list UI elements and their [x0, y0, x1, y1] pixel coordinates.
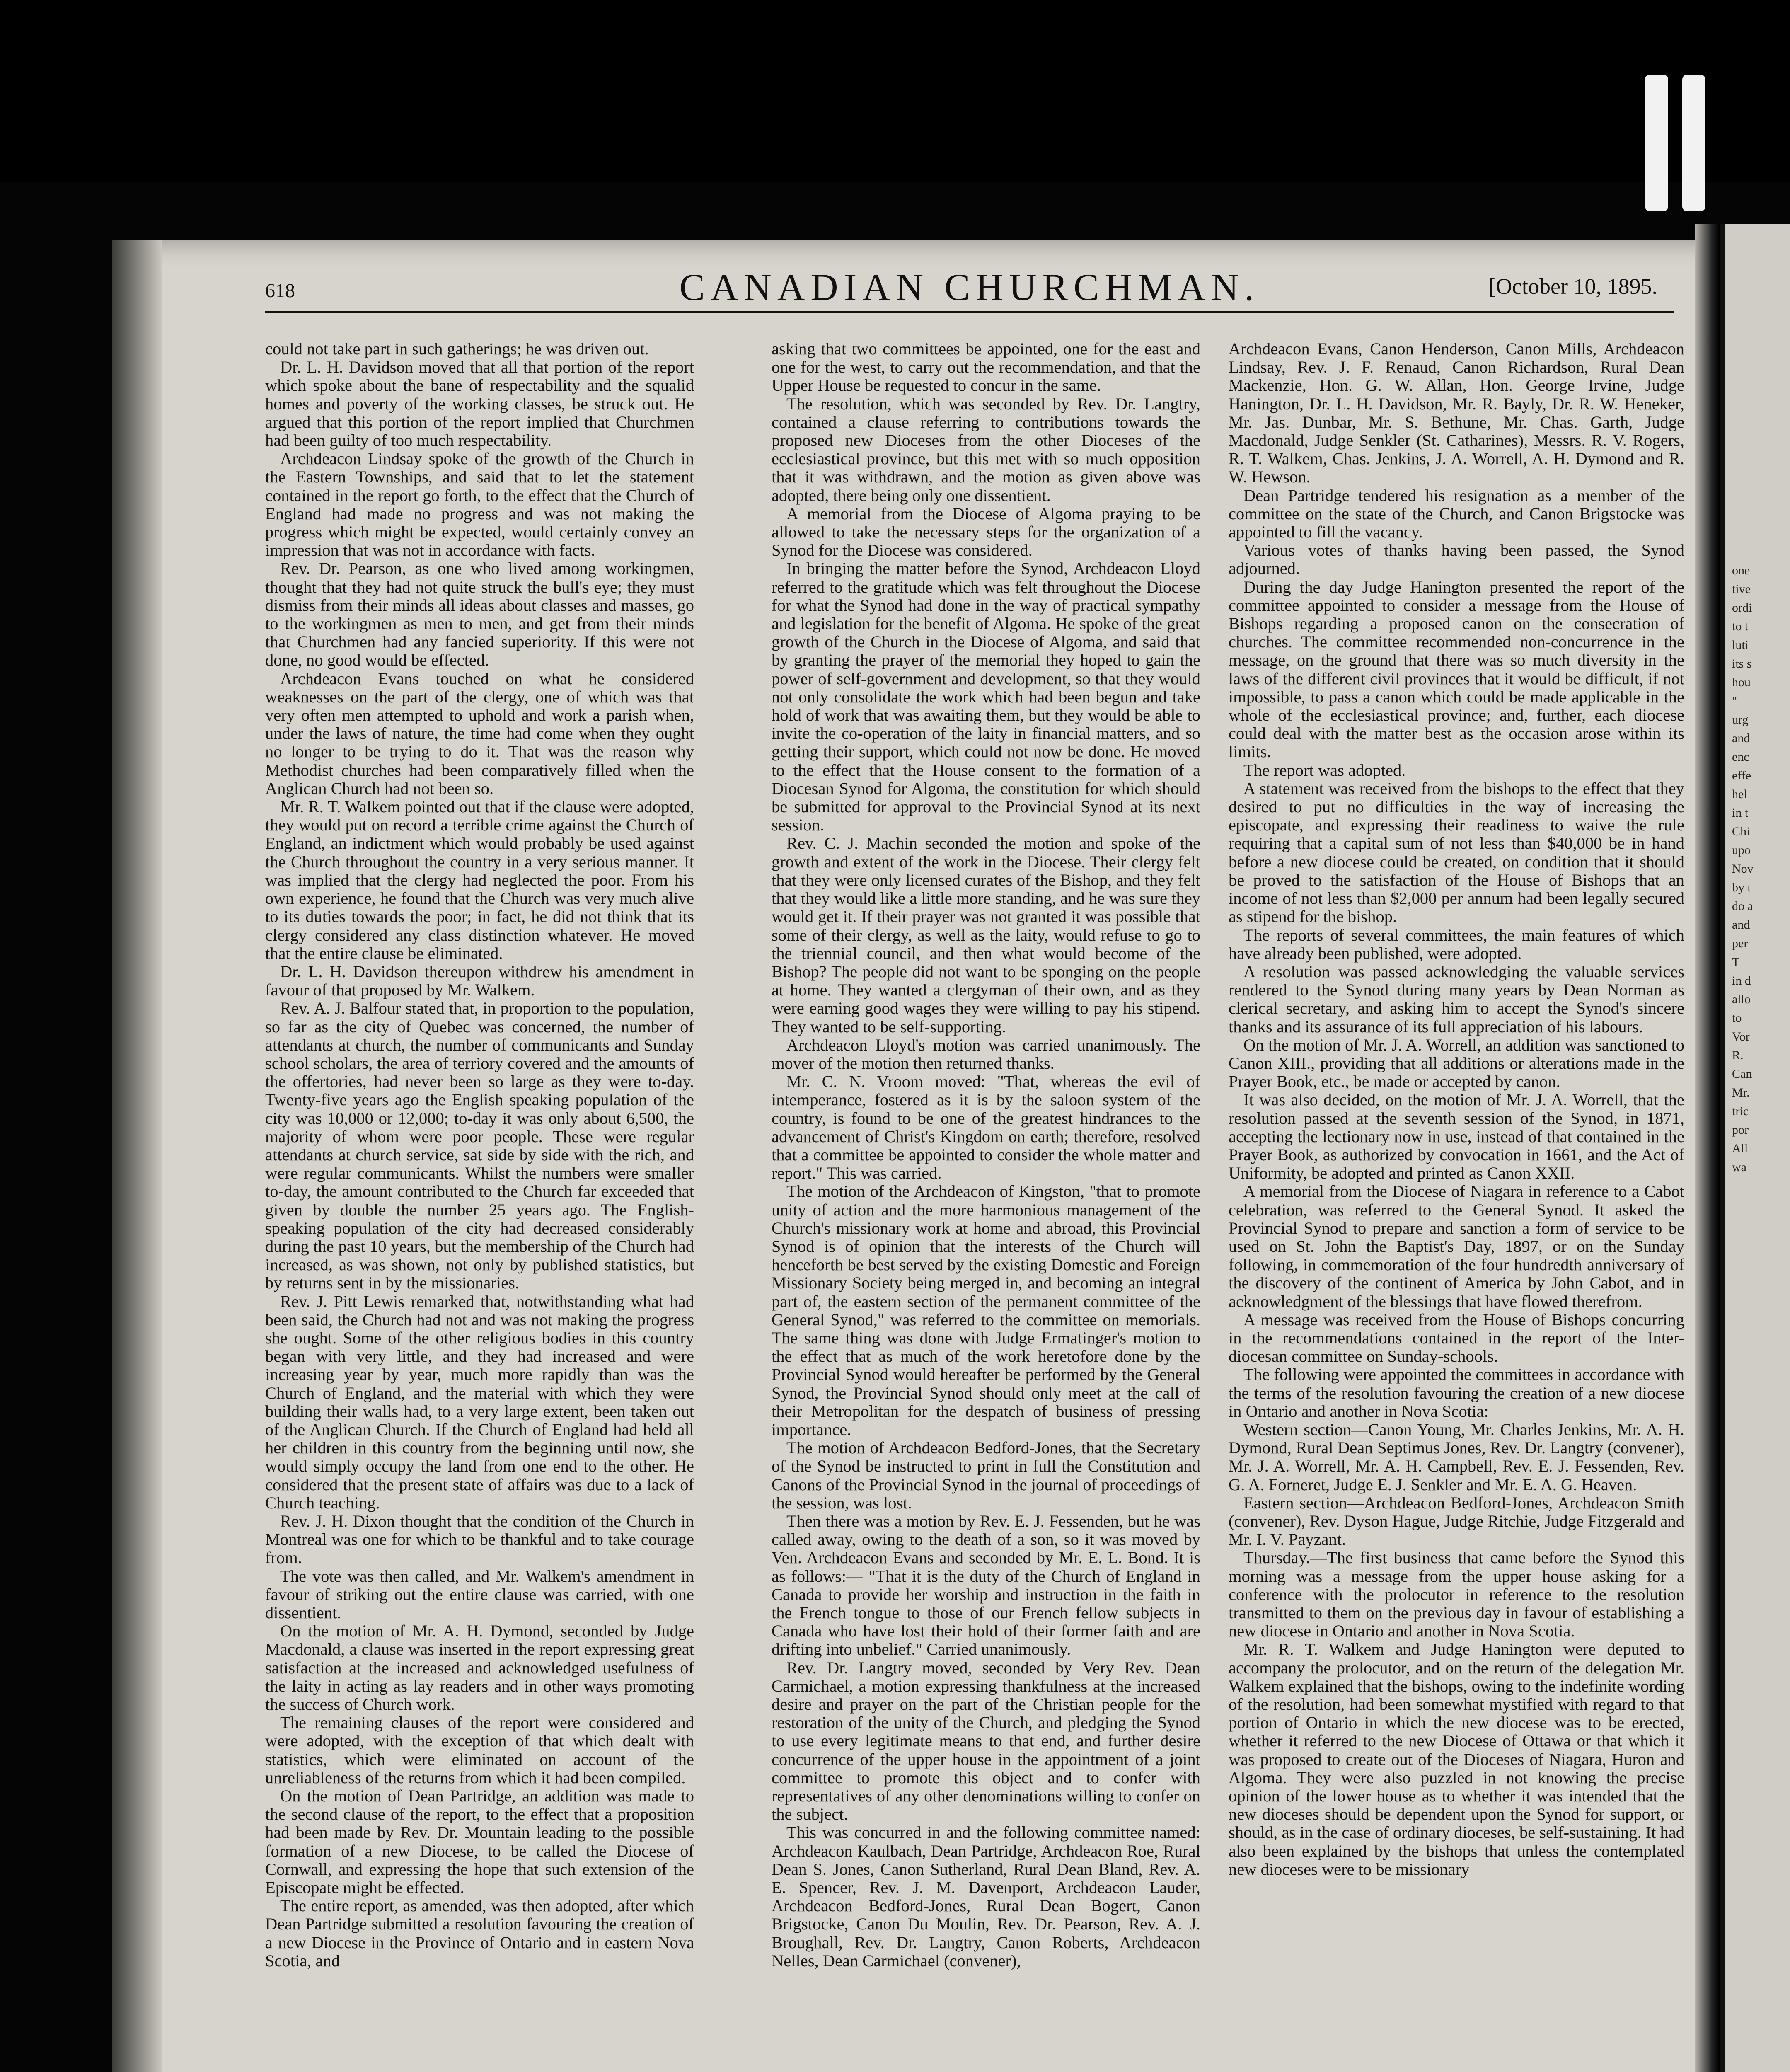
article-paragraph: Various votes of thanks having been passed, the Synod adjourned. [1229, 541, 1684, 578]
page-gutter [1695, 224, 1720, 2072]
edge-text-fragment: in t [1732, 806, 1749, 820]
article-paragraph: The vote was then called, and Mr. Walkem's amendment in favour of striking out the entire clause was carried, with one dissentient. [265, 1566, 694, 1622]
article-paragraph: Dr. L. H. Davidson thereupon withdrew his amendment in favour of that proposed by Mr. Walkem. [265, 962, 694, 1000]
edge-text-fragment: in d [1732, 974, 1751, 988]
article-paragraph: Rev. Dr. Langtry moved, seconded by Very Rev. Dean Carmichael, a motion expressing thankfulness at the increased desire and prayer on the part of the Christian people for the restoration of the unity of the Church, and pledging the Synod to use every legitimate means to that end, and further desire concurrence of the upper house in the appointment of a joint committee to promote this object and to confer with representatives of any other denominations willing to confer on the subject. [772, 1658, 1200, 1824]
article-paragraph: Dr. L. H. Davidson moved that all that portion of the report which spoke about the bane of respectability and the squalid homes and poverty of the working classes, be struck out. He argued that this portion of the report implied that Churchmen had been guilty of too much respectability. [265, 358, 694, 450]
edge-text-fragment: por [1732, 1123, 1749, 1137]
article-paragraph: Rev. A. J. Balfour stated that, in proportion to the population, so far as the city of Quebec was concerned, the number of attendants at church, the number of communicants and Sunday school scholars, the area of terriory covered and the amounts of the offertories, had never been so large as they were to-day. Twenty-five years ago the English speaking population of the city was 10,000 or 12,000; to-day it was only about 6,500, the majority of whom were poor people. These were regular attendants at church service, sat side by side with the rich, and were regular communicants. Whilst the numbers were smaller to-day, the amount contributed to the Church far exceeded that given by double the number 25 years ago. The English-speaking population of the city had decreased considerably during the past 10 years, but the membership of the Church had increased, as was shown, not only by published statistics, but by returns sent in by the missionaries. [265, 999, 694, 1293]
article-paragraph: A memorial from the Diocese of Niagara in reference to a Cabot celebration, was referred to the General Synod. It asked the Provincial Synod to prepare and sanction a form of service to be used on St. John the Baptist's Day, 1897, or on the Sunday following, in commemoration of the four hundredth anniversary of the discovery of the continent of America by John Cabot, and in acknowledgment of the blessings that have flowed therefrom. [1229, 1182, 1684, 1311]
edge-text-fragment: upo [1732, 843, 1751, 857]
edge-text-fragment: per [1732, 937, 1748, 950]
article-paragraph: In bringing the matter before the Synod, Archdeacon Lloyd referred to the gratitude which was felt throughout the Diocese for what the Synod had done in the way of practical sympathy and legislation for the benefit of Algoma. He spoke of the great growth of the Church in the Diocese of Algoma, and said that by granting the prayer of the memorial they hoped to gain the power of self-government and development, so that they would not only consolidate the work which had been begun and take hold of work that was awaiting them, but they would be able to invite the co-operation of the laity in financial matters, and so getting their support, which could not now be done. He moved to the effect that the House consent to the formation of a Diocesan Synod for Algoma, the constitution for which should be submitted for approval to the Provincial Synod at its next session. [772, 559, 1200, 835]
article-paragraph: The motion of the Archdeacon of Kingston, "that to promote unity of action and the more harmonious management of the Church's missionary work at home and abroad, this Provincial Synod is of opinion that the interests of the Church will henceforth be best served by the existing Domestic and Foreign Missionary Society being merged in, and becoming an integral part of, the eastern section of the permanent committee of the General Synod," was referred to the committee on memorials. The same thing was done with Judge Ermatinger's motion to the effect that as much of the work heretofore done by the Provincial Synod would hereafter be performed by the General Synod, the Provincial Synod should only meet at the call of their Metropolitan for the despatch of business of pressing importance. [772, 1182, 1200, 1439]
edge-text-fragment: hou [1732, 675, 1751, 689]
article-paragraph: could not take part in such gatherings; he was driven out. [265, 340, 649, 358]
article-paragraph: The following were appointed the committees in accordance with the terms of the resolution favouring the creation of a new diocese in Ontario and another in Nova Scotia: [1229, 1365, 1684, 1421]
edge-text-fragment: and [1732, 918, 1750, 932]
edge-text-fragment: to [1732, 1011, 1742, 1025]
article-paragraph: A memorial from the Diocese of Algoma praying to be allowed to take the necessary steps for the organization of a Synod for the Diocese was considered. [772, 504, 1200, 560]
article-paragraph: Dean Partridge tendered his resignation as a member of the committee on the state of the Church, and Canon Brigstocke was appointed to fill the vacancy. [1229, 486, 1684, 542]
article-paragraph: On the motion of Dean Partridge, an addition was made to the second clause of the report, to the effect that a proposition had been made by Rev. Dr. Mountain leading to the possible formation of a new Diocese, to be called the Diocese of Cornwall, and expressing the hope that such extension of the Episcopate might be effected. [265, 1786, 694, 1897]
edge-text-fragment: and [1732, 731, 1750, 745]
next-page-edge [1720, 224, 1790, 2072]
article-paragraph: asking that two committees be appointed, one for the east and one for the west, to carry out the recommendation, and that the Upper House be requested to concur in the same. [772, 340, 1200, 395]
article-paragraph: On the motion of Mr. A. H. Dymond, seconded by Judge Macdonald, a clause was inserted in the report expressing great satisfaction at the increased and acknowledged usefulness of the laity in acting as lay readers and in other ways promoting the success of Church work. [265, 1622, 694, 1714]
article-paragraph: This was concurred in and the following committee named: Archdeacon Kaulbach, Dean Partridge, Archdeacon Roe, Rural Dean S. Jones, Canon Sutherland, Rural Dean Bland, Rev. A. E. Spencer, Rev. J. M. Davenport, Archdeacon Lauder, Archdeacon Bedford-Jones, Rural Dean Bogert, Canon Brigstocke, Canon Du Moulin, Rev. Dr. Pearson, Rev. A. J. Broughall, Rev. Dr. Langtry, Canon Roberts, Archdeacon Nelles, Dean Carmichael (convener), [772, 1823, 1200, 1970]
edge-text-fragment: Nov [1732, 862, 1754, 876]
edge-text-fragment: effe [1732, 769, 1751, 782]
edge-text-fragment: one [1732, 564, 1750, 577]
article-paragraph: Archdeacon Lindsay spoke of the growth of the Church in the Eastern Townships, and said that to let the statement contained in the report go forth, to the effect that the Church of England had made no progress and was not making the progress which might be expected, would certainly convey an impression that was not in accordance with facts. [265, 449, 694, 560]
edge-text-fragment: Chi [1732, 825, 1750, 838]
film-perforation [1682, 75, 1705, 211]
edge-text-fragment: T [1732, 955, 1740, 969]
text-column-3 [1229, 340, 1684, 2047]
edge-text-fragment: R. [1732, 1048, 1744, 1062]
article-paragraph: A resolution was passed acknowledging the valuable services rendered to the Synod during many years by Dean Norman as clerical secretary, and asking him to accept the Synod's sincere thanks and its assurance of its full appreciation of his labours. [1229, 962, 1684, 1036]
edge-text-fragment: Can [1732, 1067, 1752, 1081]
edge-text-fragment: " [1732, 694, 1737, 708]
article-paragraph: Rev. J. H. Dixon thought that the condition of the Church in Montreal was one for which to be thankful and to take courage from. [265, 1512, 694, 1567]
edge-text-fragment: hel [1732, 787, 1747, 801]
edge-text-fragment: wa [1732, 1160, 1746, 1174]
article-paragraph: A message was received from the House of Bishops concurring in the recommendations contained in the report of the Inter-diocesan committee on Sunday-schools. [1229, 1310, 1684, 1366]
edge-text-fragment: tive [1732, 582, 1751, 596]
edge-text-fragment: by t [1732, 881, 1751, 894]
article-paragraph: Western section—Canon Young, Mr. Charles Jenkins, Mr. A. H. Dymond, Rural Dean Septimus Jones, Rev. Dr. Langtry (convener), Mr. J. A. Worrell, Mr. A. H. Campbell, Rev. E. J. Fessenden, Rev. G. A. Forneret, Judge E. J. Senkler and Mr. E. A. G. Heaven. [1229, 1420, 1684, 1494]
page-binding-shadow [112, 240, 162, 2072]
article-paragraph: Rev. C. J. Machin seconded the motion and spoke of the growth and extent of the work in the Diocese. Their clergy felt that they were only licensed curates of the Bishop, and they felt that they would like a little more standing, and he was sure they would get it. If their prayer was not granted it was possible that some of their clergy, as well as the laity, would refuse to go to the triennial council, and then what would become of the Bishop? The people did not want to be sponging on the people at home. They wanted a clergyman of their own, and as they were earning good wages they were willing to pay his stipend. They wanted to be self-supporting. [772, 834, 1200, 1036]
article-paragraph: Thursday.—The first business that came before the Synod this morning was a message from the upper house asking for a conference with the prolocutor in reference to the resolution transmitted to them on the previous day in favour of establishing a new diocese in Ontario and another in Nova Scotia. [1229, 1548, 1684, 1641]
article-paragraph: Rev. Dr. Pearson, as one who lived among workingmen, thought that they had not quite struck the bull's eye; they must dismiss from their minds all ideas about classes and masses, go to the workingmen as men to men, and get from their minds that Churchmen had any fancied superiority. If this were not done, no good would be effected. [265, 559, 694, 670]
edge-text-fragment: luti [1732, 638, 1749, 652]
article-paragraph: Archdeacon Lloyd's motion was carried unanimously. The mover of the motion then returned thanks. [772, 1035, 1200, 1072]
text-column-2 [772, 340, 1200, 2047]
article-paragraph: The resolution, which was seconded by Rev. Dr. Langtry, contained a clause referring to contributions towards the proposed new Dioceses from the other Dioceses of the ecclesiastical province, but this met with so much opposition that it was withdrawn, and the motion as given above was adopted, there being only one dissentient. [772, 394, 1200, 505]
page-number: 618 [265, 280, 295, 302]
article-paragraph: Mr. C. N. Vroom moved: "That, whereas the evil of intemperance, fostered as it is by the saloon system of the country, is found to be one of the greatest hindrances to the advancement of Christ's Kingdom on earth; therefore, resolved that a committee be appointed to consider the whole matter and report." This was carried. [772, 1072, 1200, 1183]
article-paragraph: Mr. R. T. Walkem and Judge Hanington were deputed to accompany the prolocutor, and on the return of the delegation Mr. Walkem explained that the bishops, owing to the indefinite wording of the resolution, had been somewhat mystified with regard to that portion of Ontario in which the new diocese was to be erected, whether it referred to the new Diocese of Ottawa or that which it was proposed to create out of the Dioceses of Niagara, Huron and Algoma. They were also puzzled in not knowing the precise opinion of the lower house as to whether it was intended that the new dioceses should be dependent upon the Synod for support, or should, as in the case of ordinary dioceses, be self-sustaining. It had also been explained by the bishops that unless the contemplated new dioceses were to be missionary [1229, 1640, 1684, 1878]
article-paragraph: The motion of Archdeacon Bedford-Jones, that the Secretary of the Synod be instructed to print in full the Constitution and Canons of the Provincial Synod in the journal of proceedings of the session, was lost. [772, 1438, 1200, 1512]
edge-text-fragment: Vor [1732, 1030, 1750, 1043]
film-border-top [0, 0, 1790, 182]
article-paragraph: Eastern section—Archdeacon Bedford-Jones, Archdeacon Smith (convener), Rev. Dyson Hague, Judge Ritchie, Judge Fitzgerald and Mr. I. V. Payzant. [1229, 1493, 1684, 1549]
article-paragraph: On the motion of Mr. J. A. Worrell, an addition was sanctioned to Canon XIII., providing that all additions or alterations made in the Prayer Book, etc., be made or accepted by canon. [1229, 1035, 1684, 1091]
article-paragraph: During the day Judge Hanington presented the report of the committee appointed to consider a message from the House of Bishops regarding a proposed canon on the consecration of churches. The committee recommended non-concurrence in the message, on the ground that there was so much diversity in the laws of the different civil provinces that it would be difficult, if not impossible, to pass a canon which could be made applicable in the whole of the ecclesiastical province; and, further, each diocese could deal with the matter best as the occasion arose within its limits. [1229, 577, 1684, 761]
edge-text-fragment: Mr. [1732, 1086, 1750, 1099]
edge-text-fragment: ordi [1732, 601, 1752, 615]
article-paragraph: Then there was a motion by Rev. E. J. Fessenden, but he was called away, owing to the death of a son, so it was moved by Ven. Archdeacon Evans and seconded by Mr. E. L. Bond. It is as follows:— "That it is the duty of the Church of England in Canada to provide her worship and instruction in the faith in the French tongue to those of our French fellow subjects in Canada who have lost their hold of their former faith and are drifting into unbelief." Carried unanimously. [772, 1512, 1200, 1659]
article-paragraph: Mr. R. T. Walkem pointed out that if the clause were adopted, they would put on record a terrible crime against the Church of England, an indictment which would probably be used against the Church throughout the country in a very serious manner. It was implied that the clergy had neglected the poor. From his own experience, he found that the Church was very much alive to its duties towards the poor; in fact, he did not think that its clergy considered any class distinction whatever. He moved that the entire clause be eliminated. [265, 797, 694, 963]
masthead-title: CANADIAN CHURCHMAN. [679, 266, 1260, 308]
edge-text-fragment: enc [1732, 750, 1749, 764]
article-paragraph: Rev. J. Pitt Lewis remarked that, notwithstanding what had been said, the Church had not and was not making the progress she ought. Some of the other religious bodies in this country began with very little, and they had increased and were increasing year by year, much more rapidly than was the Church of England, and the material with which they were building their walls had, to a very large extent, been taken out of the Anglican Church. If the Church of England had held all her children in this country from the beginning until now, she would simply occupy the land from one end to the other. He considered that the present state of affairs was due to a lack of Church teaching. [265, 1292, 694, 1512]
edge-text-fragment: urg [1732, 713, 1749, 726]
article-paragraph: Archdeacon Evans touched on what he considered weaknesses on the part of the clergy, one of which was that very often men attempted to uphold and work a parish when, under the laws of nature, the time had come when they ought no longer to be trying to do it. That was the reason why Methodist churches had been comparatively filled when the Anglican Church had not been so. [265, 669, 694, 798]
text-column-1 [265, 340, 694, 2047]
article-paragraph: The remaining clauses of the report were considered and were adopted, with the exception of that which dealt with statistics, which were eliminated on account of the unreliableness of the returns from which it had been compiled. [265, 1713, 694, 1787]
article-paragraph: A statement was received from the bishops to the effect that they desired to put no difficulties in the way of increasing the episcopate, and expressing their readiness to waive the rule requiring that a capital sum of not less than $40,000 be in hand before a new diocese could be created, on condition that it should be proved to the satisfaction of the House of Bishops that an income of not less than $2,000 per annum had been legally secured as stipend for the bishop. [1229, 779, 1684, 926]
edge-text-fragment: tric [1732, 1104, 1749, 1118]
film-perforation [1645, 75, 1668, 211]
edge-text-fragment: allo [1732, 992, 1751, 1006]
article-paragraph: The entire report, as amended, was then adopted, after which Dean Partridge submitted a resolution favouring the creation of a new Diocese in the Province of Ontario and in eastern Nova Scotia, and [265, 1896, 694, 1970]
edge-text-fragment: do a [1732, 899, 1753, 913]
article-paragraph: It was also decided, on the motion of Mr. J. A. Worrell, that the resolution passed at the seventh session of the Synod, in 1871, accepting the lectionary now in use, instead of that contained in the Prayer Book, as authorized by convocation in 1661, and the Act of Uniformity, be adopted and printed as Canon XXII. [1229, 1090, 1684, 1183]
page-header [265, 265, 1674, 313]
article-paragraph: The reports of several committees, the main features of which have already been published, were adopted. [1229, 925, 1684, 963]
article-paragraph: Archdeacon Evans, Canon Henderson, Canon Mills, Archdeacon Lindsay, Rev. J. F. Renaud, Canon Richardson, Rural Dean Mackenzie, Hon. G. W. Allan, Hon. George Irvine, Judge Hanington, Dr. L. H. Davidson, Mr. R. Bayly, Dr. R. W. Heneker, Mr. Jas. Dunbar, Mr. S. Bethune, Mr. Chas. Garth, Judge Macdonald, Judge Senkler (St. Catharines), Messrs. R. V. Rogers, R. T. Walkem, Chas. Jenkins, J. A. Worrell, A. H. Dymond and R. W. Hewson. [1229, 340, 1684, 487]
issue-date: [October 10, 1895. [1488, 274, 1657, 299]
article-paragraph: The report was adopted. [1243, 760, 1406, 779]
edge-text-fragment: its s [1732, 657, 1752, 670]
edge-text-fragment: to t [1732, 620, 1749, 633]
edge-text-fragment: All [1732, 1142, 1748, 1155]
